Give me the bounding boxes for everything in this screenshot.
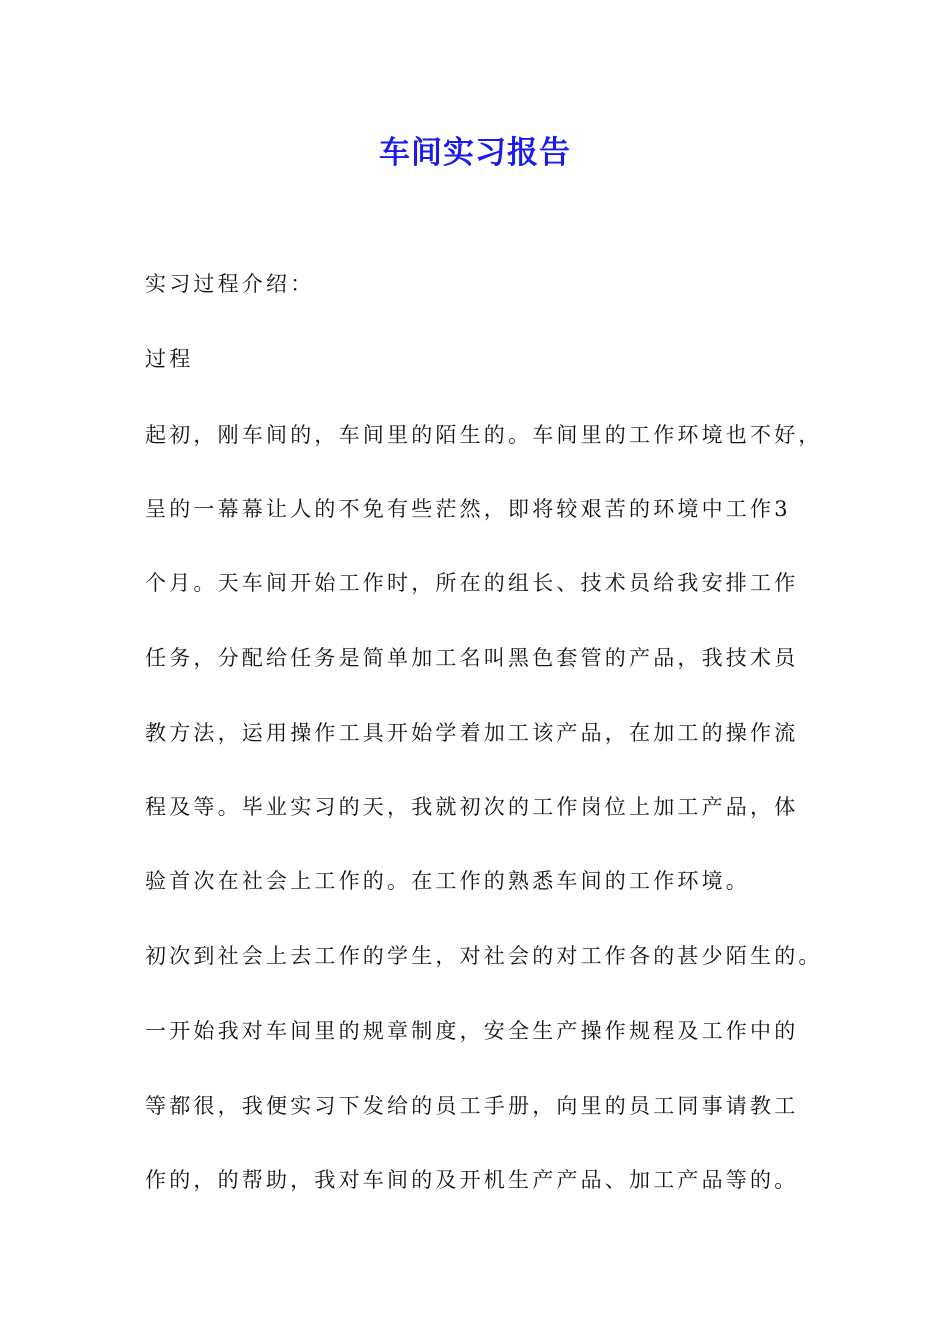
paragraph-line: 初次到社会上去工作的学生，对社会的对工作各的甚少陌生的。 bbox=[145, 944, 823, 968]
paragraph-line: 作的，的帮助，我对车间的及开机生产产品、加工产品等的。 bbox=[145, 1168, 799, 1192]
document-title: 车间实习报告 bbox=[379, 135, 571, 171]
paragraph-line: 程及等。毕业实习的天，我就初次的工作岗位上加工产品，体 bbox=[145, 795, 799, 819]
paragraph-line: 等都很，我便实习下发给的员工手册，向里的员工同事请教工 bbox=[145, 1094, 799, 1118]
paragraph-line: 起初，刚车间的，车间里的陌生的。车间里的工作环境也不好， bbox=[145, 423, 823, 447]
section-heading: 实习过程介绍： bbox=[145, 272, 315, 296]
subsection-heading: 过程 bbox=[145, 347, 194, 371]
paragraph-line: 一开始我对车间里的规章制度，安全生产操作规程及工作中的 bbox=[145, 1019, 799, 1043]
paragraph-line: 教方法，运用操作工具开始学着加工该产品，在加工的操作流 bbox=[145, 721, 799, 745]
paragraph-line: 个月。天车间开始工作时，所在的组长、技术员给我安排工作 bbox=[145, 571, 799, 595]
paragraph-line: 任务，分配给任务是简单加工名叫黑色套管的产品，我技术员 bbox=[145, 646, 799, 670]
paragraph-line: 呈的一幕幕让人的不免有些茫然，即将较艰苦的环境中工作3 bbox=[145, 497, 791, 521]
paragraph-line: 验首次在社会上工作的。在工作的熟悉车间的工作环境。 bbox=[145, 869, 750, 893]
